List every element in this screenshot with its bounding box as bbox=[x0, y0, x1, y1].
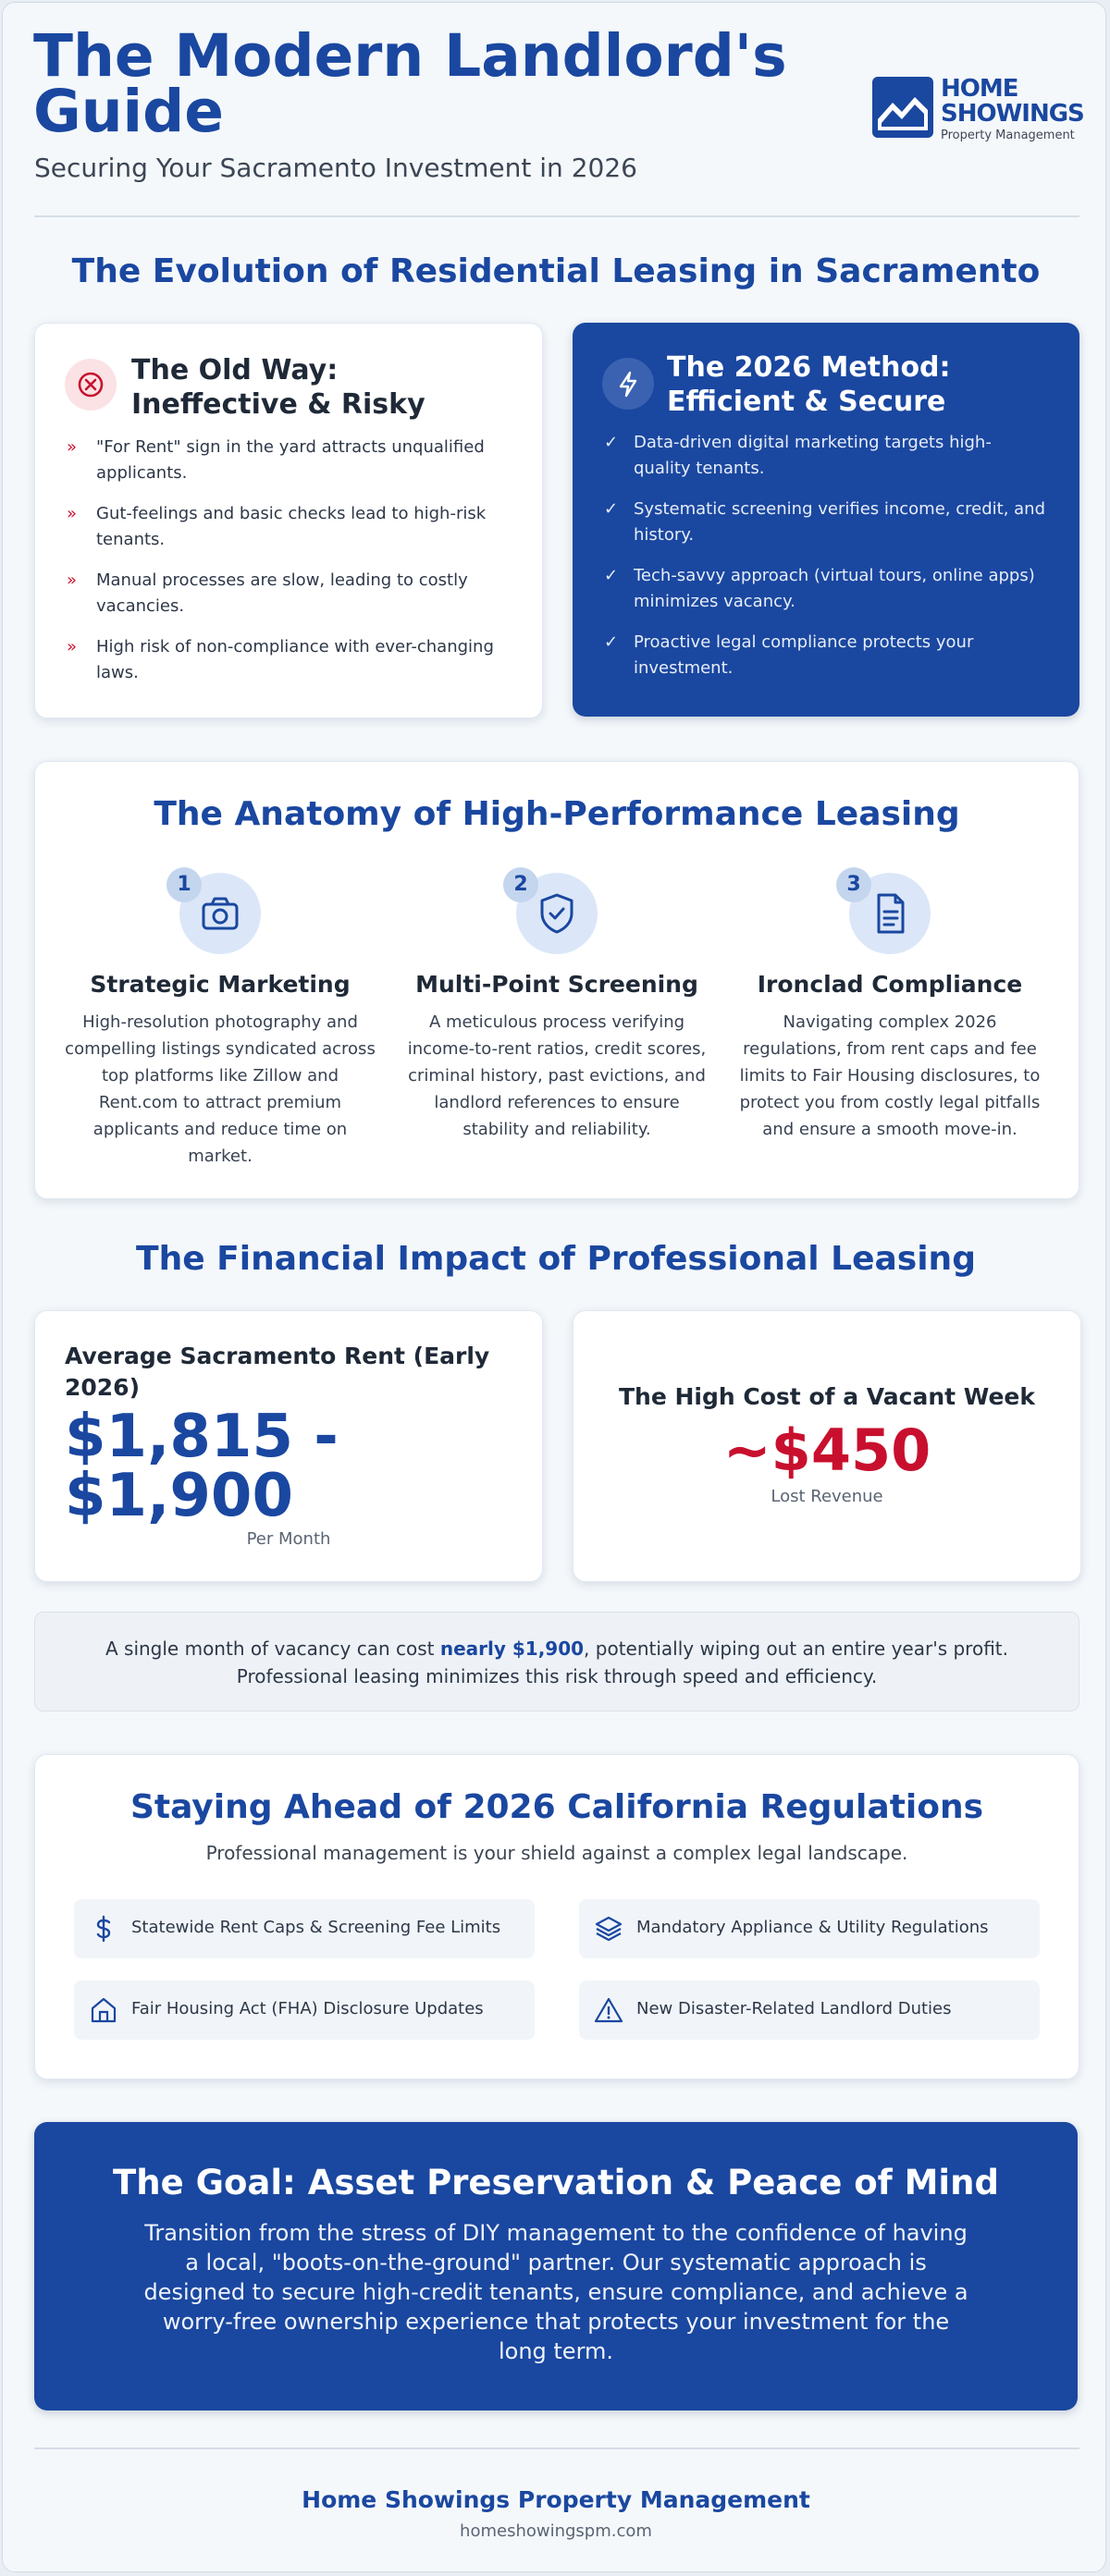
old-way-list bbox=[67, 435, 511, 701]
step-description: A meticulous process verifying income-to-rent ratios, credit scores, criminal history, past evictions, and landlord references to ensure stability and reliability. bbox=[407, 1012, 707, 1139]
list-item: ✓ Systematic screening verifies income, credit, and history. bbox=[604, 499, 1045, 545]
logo-tagline: Property Management bbox=[941, 129, 1075, 142]
list-item: » Gut-feelings and basic checks lead to high-risk tenants. bbox=[67, 504, 487, 549]
goal-heading: The Goal: Asset Preservation & Peace of Mind bbox=[113, 2163, 999, 2202]
page-subtitle: Securing Your Sacramento Investment in 2026 bbox=[34, 153, 637, 183]
goal-text: Transition from the stress of DIY management to the confidence of having a local, "boots-on-the-ground" partner. Our systematic approach is designed to secure high-credit tenants, ensure compliance, and achieve a worry-free ownership experience that protects your investment for the long term. bbox=[143, 2220, 968, 2364]
footer-company: Home Showings Property Management bbox=[302, 2486, 810, 2513]
step-title: Strategic Marketing bbox=[90, 971, 351, 998]
warning-icon bbox=[594, 1995, 623, 2025]
list-item: ✓ Proactive legal compliance protects your investment. bbox=[604, 632, 974, 678]
shield-check-icon bbox=[513, 873, 598, 954]
evolution-heading: The Evolution of Residential Leasing in Sacramento bbox=[71, 252, 1041, 290]
vacancy-note: A single month of vacancy can cost nearly $1,900, potentially wiping out an entire year's profit. Professional leasing minimizes this risk through speed and efficiency. bbox=[34, 1612, 1079, 1711]
regulation-item: Fair Housing Act (FHA) Disclosure Updates bbox=[74, 1981, 535, 2040]
list-item: » High risk of non-compliance with ever-changing laws. bbox=[67, 637, 494, 682]
step-description: Navigating complex 2026 regulations, from rent caps and fee limits to Fair Housing disclosures, to protect you from costly legal pitfalls and ensure a smooth move-in. bbox=[739, 1012, 1041, 1139]
x-circle-icon bbox=[65, 359, 117, 411]
new-method-card bbox=[573, 323, 1079, 717]
footer-url[interactable]: homeshowingspm.com bbox=[460, 2521, 652, 2541]
vacancy-cost-value: ~$450 bbox=[722, 1417, 931, 1484]
footer-divider bbox=[34, 2447, 1079, 2449]
vacancy-note-highlight: nearly $1,900 bbox=[439, 1638, 585, 1660]
list-item: » Manual processes are slow, leading to costly vacancies. bbox=[67, 570, 468, 616]
average-rent-unit: Per Month bbox=[246, 1529, 331, 1549]
average-rent-label: Average Sacramento Rent (Early 2026) bbox=[65, 1343, 490, 1401]
regulation-item: Mandatory Appliance & Utility Regulations bbox=[579, 1899, 1040, 1958]
logo-text: HOME SHOWINGS bbox=[941, 75, 1084, 128]
list-item: ✓ Data-driven digital marketing targets high-quality tenants. bbox=[604, 433, 992, 478]
new-method-title: The 2026 Method: Efficient & Secure bbox=[667, 351, 951, 418]
header-divider bbox=[34, 215, 1079, 217]
old-way-title: The Old Way: Ineffective & Risky bbox=[131, 354, 426, 421]
step-multi-point-screening bbox=[400, 873, 714, 1143]
new-method-list bbox=[604, 430, 1048, 696]
list-item: ✓ Tech-savvy approach (virtual tours, online apps) minimizes vacancy. bbox=[604, 566, 1035, 611]
step-number: 2 bbox=[503, 867, 538, 902]
house-logo-icon bbox=[872, 77, 933, 138]
step-ironclad-compliance bbox=[733, 873, 1047, 1143]
layers-icon bbox=[594, 1914, 623, 1944]
step-number: 3 bbox=[836, 867, 871, 902]
document-icon bbox=[846, 873, 931, 954]
vacancy-cost-label: The High Cost of a Vacant Week bbox=[619, 1383, 1035, 1410]
step-strategic-marketing bbox=[63, 873, 377, 1170]
step-title: Multi-Point Screening bbox=[415, 971, 698, 998]
average-rent-value: $1,815 - $1,900 bbox=[65, 1403, 339, 1530]
lightning-icon bbox=[602, 358, 654, 410]
step-title: Ironclad Compliance bbox=[757, 971, 1023, 998]
anatomy-card bbox=[34, 761, 1079, 1199]
goal-banner bbox=[34, 2122, 1078, 2410]
list-item: » "For Rent" sign in the yard attracts unqualified applicants. bbox=[67, 437, 485, 483]
house-icon bbox=[89, 1995, 118, 2025]
vacancy-cost-unit: Lost Revenue bbox=[771, 1487, 883, 1506]
average-rent-card bbox=[34, 1310, 543, 1582]
regulation-item: Statewide Rent Caps & Screening Fee Limits bbox=[74, 1899, 535, 1958]
regulations-card bbox=[34, 1754, 1079, 2079]
page-title: The Modern Landlord's Guide bbox=[33, 22, 787, 145]
regulations-heading: Staying Ahead of 2026 California Regulations bbox=[130, 1788, 984, 1826]
step-description: High-resolution photography and compelling listings syndicated across top platforms like Zillow and Rent.com to attract premium applicants and reduce time on market. bbox=[65, 1012, 376, 1166]
old-way-card bbox=[34, 323, 543, 718]
infographic-page bbox=[2, 2, 1106, 2572]
anatomy-heading: The Anatomy of High-Performance Leasing bbox=[154, 795, 960, 833]
vacancy-cost-card bbox=[573, 1310, 1081, 1582]
camera-icon bbox=[179, 873, 261, 954]
regulation-item: New Disaster-Related Landlord Duties bbox=[579, 1981, 1040, 2040]
step-number: 1 bbox=[166, 867, 202, 902]
dollar-icon bbox=[89, 1914, 118, 1944]
financial-heading: The Financial Impact of Professional Leasing bbox=[136, 1240, 976, 1278]
company-logo bbox=[872, 77, 1085, 143]
regulations-subheading: Professional management is your shield against a complex legal landscape. bbox=[205, 1842, 908, 1864]
